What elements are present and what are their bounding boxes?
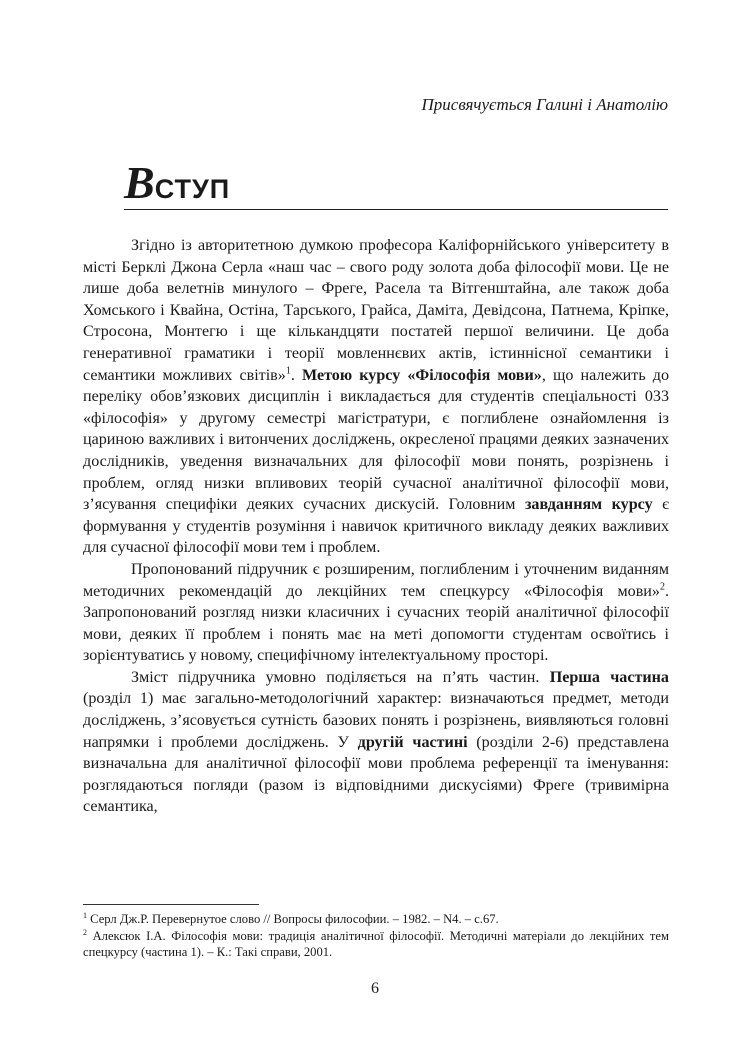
heading-rest: СТУП bbox=[154, 174, 231, 204]
text-run: , що належить до переліку обов’язкових дисциплін і викладається для студентів спеціальності 033 «філософія» у другому семестрі магістратури, є поглиблене ознайомлення із цариною важливих і витончених досліджень, окресленої працями деяких зазначених дослідників, уведення визначальних для філософії мови понять, розрізнень і проблем, огляд низки впливових теорій сучасної аналітичної філософії мови, з’ясування специфіки деяких сучасних дискусій. Головним bbox=[83, 366, 670, 514]
paragraph bbox=[83, 235, 669, 559]
body-text bbox=[83, 235, 669, 818]
chapter-heading bbox=[124, 157, 668, 210]
footnote-ref: 2 bbox=[659, 581, 665, 593]
footnote-ref: 1 bbox=[285, 365, 291, 377]
text-run: Зміст підручника умовно поділяється на п’ять частин. bbox=[131, 668, 550, 686]
footnote-text: Алексюк І.А. Філософія мови: традиція аналітичної філософії. Методичні матеріали до лекційних тем спецкурсу (частина 1). – К.: Такі справи, 2001. bbox=[83, 928, 669, 959]
page-number: 6 bbox=[371, 980, 379, 997]
paragraph bbox=[83, 559, 669, 667]
text-run: є формування у студентів розуміння і навичок критичного викладу деяких важливих для сучасної філософії мови тем і проблем. bbox=[83, 496, 669, 557]
text-run: Згідно із авторитетною думкою професора Каліфорнійського університету в місті Берклі Джона Серла «наш час – свого роду золота доба філософії мови. Це не лише доба велетнів минулого – Фреге, Расела та Вітгенштайна, але також доба Хомського і Квайна, Остіна, Тарського, Грайса, Даміта, Девідсона, Патнема, Кріпке, Стросона, Монтегю і ще кількандцяти постатей першої величини. Це доба генеративної граматики і теорії мовленнєвих актів, істиннісної семантики і семантики можливих світів» bbox=[83, 237, 669, 384]
bold-text: другій частині bbox=[357, 733, 468, 751]
paragraph bbox=[83, 667, 669, 818]
footnote-text: Серл Дж.Р. Перевернутое слово // Вопросы философии. – 1982. – N4. – с.67. bbox=[87, 912, 499, 926]
bold-text: завданням курсу bbox=[524, 496, 653, 514]
text-run: . bbox=[290, 366, 302, 384]
footnote-separator bbox=[83, 904, 259, 905]
text-run: Пропонований підручник є розширеним, поглибленим і уточненим виданням методичних рекомендацій до лекційних тем спецкурсу «Філософія мови» bbox=[83, 560, 669, 600]
text-run: (розділ 1) має загально-методологічний характер: визначаються предмет, методи досліджень, з’ясовується сутність базових понять і розрізнень, виявляються головні напрямки і проблеми досліджень. У bbox=[83, 690, 669, 751]
heading-initial-letter: В bbox=[124, 157, 155, 208]
footnote bbox=[83, 911, 669, 928]
bold-text: Метою курсу «Філософія мови» bbox=[301, 366, 542, 384]
footnotes bbox=[83, 911, 669, 961]
text-run: . Запропонований розгляд низки класичних і сучасних теорій аналітичної філософії мови, деяких її проблем і понять має на меті допомогти студентам освоїтись і зорієнтуватись у новому, специфічному інтелектуальному просторі. bbox=[83, 582, 669, 665]
text-run: (розділи 2-6) представлена визначальна для аналітичної філософії мови проблема референції та іменування: розглядаються погляди (разом із відповідними дискусіями) Фреге (тривимірна семантика, bbox=[83, 733, 669, 816]
dedication: Присвячується Галині і Анатолію bbox=[421, 95, 668, 114]
footnote-number: 1 bbox=[83, 910, 87, 920]
footnote bbox=[83, 928, 669, 961]
bold-text: Перша частина bbox=[549, 668, 669, 686]
footnote-number: 2 bbox=[83, 927, 87, 937]
